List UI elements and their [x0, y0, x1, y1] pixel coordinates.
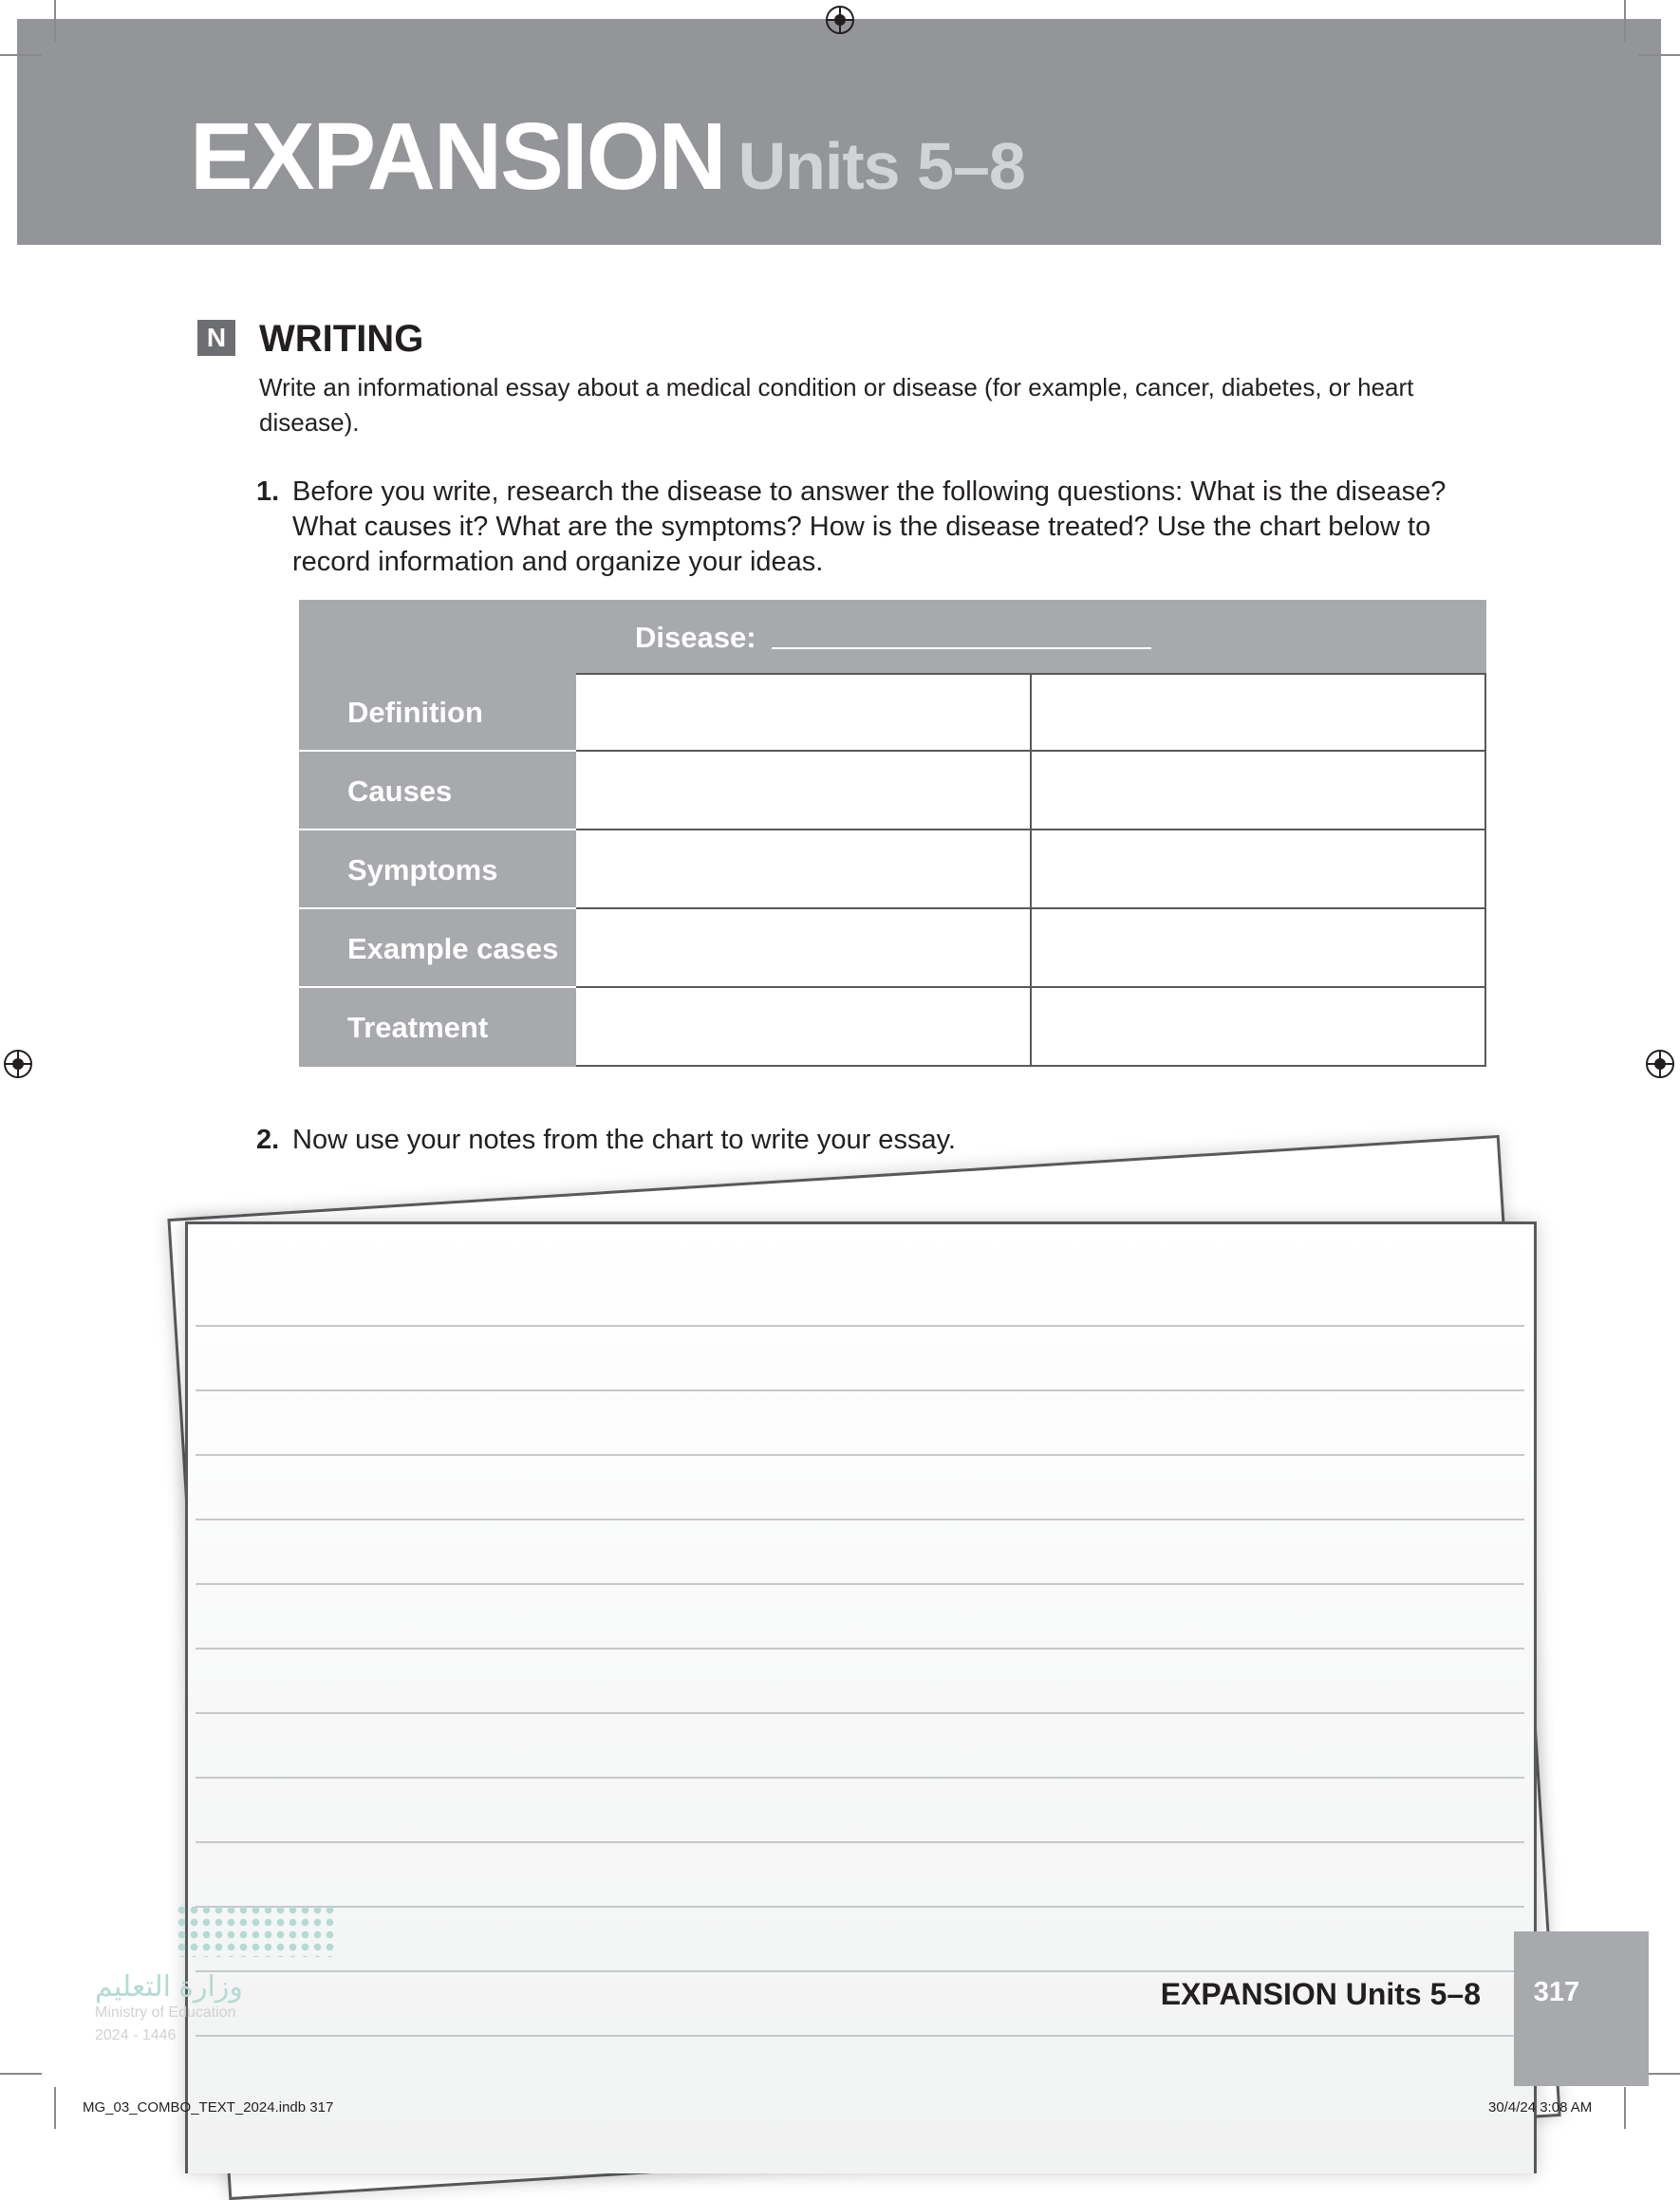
- step-1: [256, 475, 1490, 580]
- logo-dots-icon: [176, 1904, 337, 1957]
- chart-row: [299, 988, 1486, 1067]
- ruled-line: [196, 1970, 1524, 1972]
- crop-mark: [0, 54, 42, 56]
- disease-label: Disease:: [635, 621, 756, 654]
- crop-mark: [54, 0, 56, 42]
- crop-mark: [1638, 54, 1680, 56]
- chart-cell[interactable]: [576, 988, 1032, 1067]
- chart-cell[interactable]: [576, 752, 1032, 830]
- row-label-causes: Causes: [347, 774, 453, 808]
- organizer-chart: [299, 600, 1486, 1067]
- crop-mark: [1624, 2087, 1626, 2129]
- ruled-line: [196, 2035, 1524, 2037]
- chart-row: [299, 909, 1486, 988]
- page-title-main: EXPANSION: [190, 103, 725, 210]
- ruled-line: [196, 1519, 1524, 1520]
- step-text: Before you write, research the disease to answer the following questions: What is the disease? What causes it? What are the symptoms? How is the disease treated? Use the chart below to record information and organize your ideas.: [292, 476, 1447, 577]
- ruled-line: [196, 1777, 1524, 1779]
- section-badge: N: [197, 320, 235, 356]
- section-intro: Write an informational essay about a medical condition or disease (for example, cancer, diabetes, or heart disease).: [259, 373, 1414, 437]
- chart-row: [299, 673, 1486, 752]
- row-label-treatment: Treatment: [347, 1011, 489, 1044]
- page-number: 317: [1533, 1977, 1580, 2007]
- chart-cell[interactable]: [576, 909, 1032, 988]
- chart-cell[interactable]: [1032, 830, 1486, 909]
- crop-mark: [1624, 0, 1626, 42]
- row-label-example-cases: Example cases: [347, 932, 559, 965]
- print-slug-date: 30/4/24 3:08 AM: [1488, 2099, 1593, 2116]
- chart-row: [299, 830, 1486, 909]
- row-label-symptoms: Symptoms: [347, 853, 498, 886]
- step-number: 2.: [256, 1125, 280, 1155]
- page-title-sub: Units 5–8: [737, 129, 1025, 203]
- print-slug-file: MG_03_COMBO_TEXT_2024.indb 317: [83, 2099, 334, 2116]
- chart-cell[interactable]: [1032, 909, 1486, 988]
- section-title: WRITING: [259, 318, 424, 360]
- ruled-line: [196, 1712, 1524, 1714]
- ruled-line: [196, 1906, 1524, 1908]
- chart-row: [299, 752, 1486, 830]
- registration-mark-icon: [826, 6, 854, 34]
- page-number-box: [1514, 1931, 1649, 2086]
- writing-area[interactable]: [185, 1221, 1537, 2173]
- chart-header: [299, 600, 1486, 673]
- chart-cell[interactable]: [1032, 988, 1486, 1067]
- ruled-line: [196, 1583, 1524, 1585]
- ministry-logo: [95, 1898, 342, 2050]
- step-text: Now use your notes from the chart to write your essay.: [292, 1125, 956, 1155]
- disease-blank-line[interactable]: [772, 647, 1151, 649]
- page-title: [190, 103, 1025, 212]
- ruled-line: [196, 1648, 1524, 1650]
- chart-cell[interactable]: [576, 830, 1032, 909]
- ruled-line: [196, 1841, 1524, 1843]
- ruled-line: [196, 1454, 1524, 1456]
- footer-title: EXPANSION Units 5–8: [1160, 1977, 1481, 2011]
- chart-cell[interactable]: [1032, 673, 1486, 752]
- logo-arabic-text: وزارة التعليم: [95, 1971, 243, 2003]
- logo-english-text: Ministry of Education: [95, 2004, 236, 2021]
- registration-mark-icon: [1646, 1050, 1674, 1078]
- crop-mark: [54, 2087, 56, 2129]
- registration-mark-icon: [4, 1050, 32, 1078]
- crop-mark: [0, 2073, 42, 2075]
- step-number: 1.: [256, 476, 280, 507]
- chart-cell[interactable]: [576, 673, 1032, 752]
- logo-year-text: 2024 - 1446: [95, 2027, 177, 2043]
- row-label-definition: Definition: [347, 696, 483, 729]
- chart-cell[interactable]: [1032, 752, 1486, 830]
- ruled-line: [196, 1389, 1524, 1391]
- ruled-line: [196, 1325, 1524, 1327]
